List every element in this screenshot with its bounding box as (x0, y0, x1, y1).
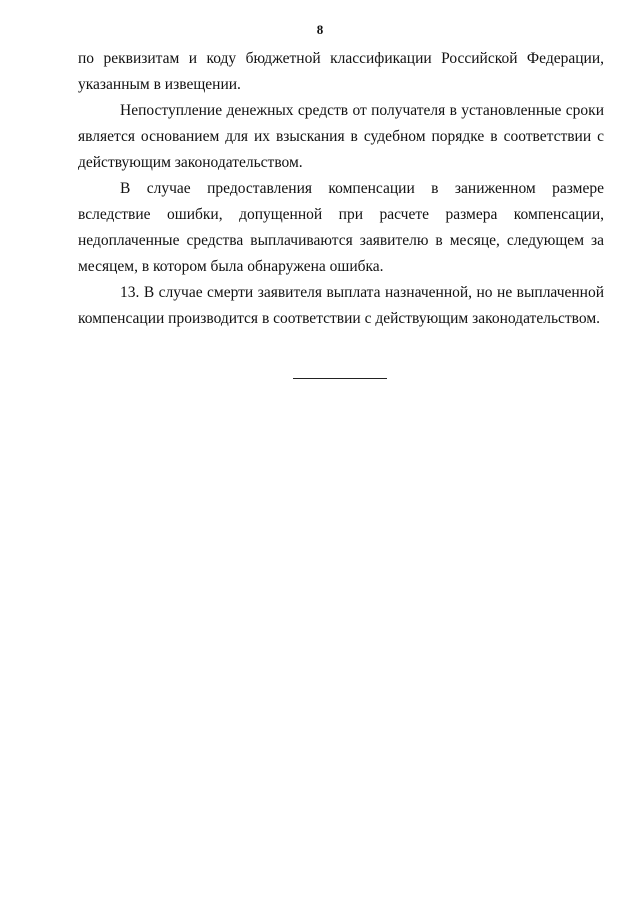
page-number: 8 (316, 22, 324, 37)
paragraph-non-receipt-of-funds: Непоступление денежных средств от получателя в установленные сроки является основанием для их взыскания в судебном порядке в соответствии с действующим законодательством. (78, 102, 604, 171)
document-body (78, 46, 604, 332)
paragraph-continuation: по реквизитам и коду бюджетной классификации Российской Федерации, указанным в извещении. (78, 50, 604, 93)
paragraph-clause-13: 13. В случае смерти заявителя выплата назначенной, но не выплаченной компенсации производится в соответствии с действующим законодательством. (78, 284, 604, 327)
end-of-document-rule (293, 378, 387, 379)
paragraph-underpayment-correction: В случае предоставления компенсации в заниженном размере вследствие ошибки, допущенной при расчете размера компенсации, недоплаченные средства выплачиваются заявителю в месяце, следующем за месяцем, в котором была обнаружена ошибка. (78, 180, 604, 275)
